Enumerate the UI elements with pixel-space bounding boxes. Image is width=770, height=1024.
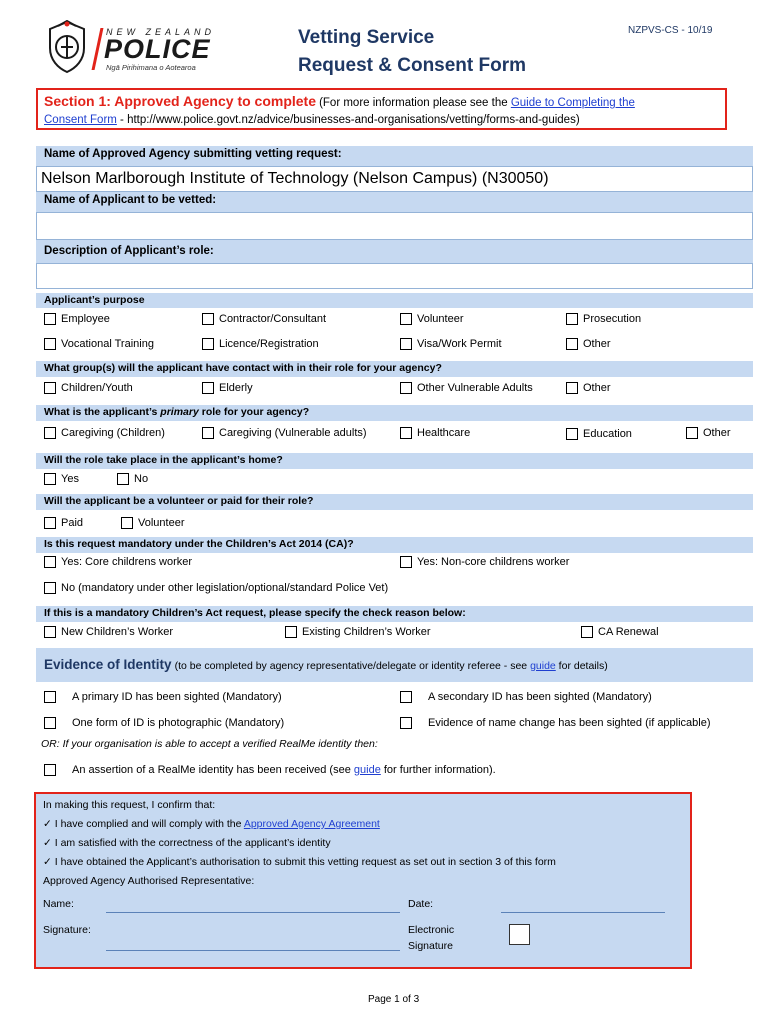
option-label: A secondary ID has been sighted (Mandatory) (428, 691, 652, 703)
option-label: Caregiving (Children) (61, 427, 165, 439)
checkbox[interactable] (44, 764, 56, 776)
home-yes[interactable] (44, 473, 79, 485)
checkbox[interactable] (44, 338, 56, 350)
checkbox[interactable] (44, 717, 56, 729)
option-label: Existing Children’s Worker (302, 626, 431, 638)
name-input-line[interactable] (106, 898, 400, 913)
purpose-prosecution[interactable] (566, 313, 641, 325)
checkbox[interactable] (566, 338, 578, 350)
checkbox[interactable] (400, 382, 412, 394)
evidence-note-pre: (to be completed by agency representative/delegate or identity referee - see (174, 660, 531, 672)
consent-form-link[interactable]: Consent Form (44, 114, 117, 126)
checkmark-icon: ✓ (43, 837, 52, 849)
checkbox[interactable] (202, 313, 214, 325)
realme-label (72, 764, 496, 776)
checkbox[interactable] (400, 427, 412, 439)
purpose-licence[interactable] (202, 338, 319, 350)
confirmation-box (34, 792, 692, 969)
role-caregiving-children[interactable] (44, 427, 165, 439)
option-label: Yes: Non-core childrens worker (417, 556, 570, 568)
role-label-bar (36, 240, 753, 264)
agency-name-value: Nelson Marlborough Institute of Technology (Nelson Campus) (N30050) (41, 170, 549, 187)
option-label: Yes (61, 473, 79, 485)
applicant-name-field[interactable] (36, 212, 753, 240)
confirm-line3 (43, 856, 556, 868)
applicant-label-bar (36, 192, 753, 212)
groups-label-bar (36, 361, 753, 377)
section1-box (36, 88, 727, 130)
option-label: Children/Youth (61, 382, 133, 394)
checkbox[interactable] (117, 473, 129, 485)
checkbox[interactable] (44, 382, 56, 394)
paid-label-bar (36, 494, 753, 510)
evidence-name-change[interactable] (400, 717, 711, 729)
mandatory-label: Is this request mandatory under the Children’s Act 2014 (CA)? (44, 538, 354, 550)
applicant-label: Name of Applicant to be vetted: (44, 194, 217, 206)
reason-renewal[interactable] (581, 626, 659, 638)
primary-role-label (44, 406, 309, 418)
agency-name-field[interactable] (36, 166, 753, 192)
role-education[interactable] (566, 428, 632, 440)
option-label: Education (583, 428, 632, 440)
checkbox[interactable] (121, 517, 133, 529)
confirm-line2-text: I am satisfied with the correctness of the applicant’s identity (54, 837, 331, 849)
checkbox[interactable] (202, 427, 214, 439)
checkbox[interactable] (44, 691, 56, 703)
primary-role-label-bar (36, 405, 753, 421)
checkbox[interactable] (44, 582, 56, 594)
option-label: Elderly (219, 382, 253, 394)
confirm-intro: In making this request, I confirm that: (43, 799, 216, 811)
primary-role-label-post: role for your agency? (198, 406, 310, 418)
option-label: CA Renewal (598, 626, 659, 638)
role-other[interactable] (686, 427, 731, 439)
logo-text-sub: Ngā Pirihimana o Aotearoa (106, 63, 196, 72)
mandatory-core[interactable] (44, 556, 192, 568)
section1-note-post: - http://www.police.govt.nz/advice/businesses-and-organisations/vetting/forms-and-guides) (116, 114, 580, 126)
police-logo (44, 20, 224, 74)
purpose-visa[interactable] (400, 338, 502, 350)
purpose-employee[interactable] (44, 313, 110, 325)
checkbox[interactable] (566, 313, 578, 325)
option-label: Yes: Core childrens worker (61, 556, 193, 568)
section1-note-pre: (For more information please see the (319, 97, 511, 109)
option-label: Other (583, 382, 611, 394)
checkbox[interactable] (44, 626, 56, 638)
agency-label: Name of Approved Agency submitting vetting request: (44, 148, 342, 160)
confirm-line1 (43, 818, 380, 830)
realme-or-text: OR: If your organisation is able to accept a verified RealMe identity then: (41, 738, 378, 750)
purpose-other[interactable] (566, 338, 611, 350)
paid-label: Will the applicant be a volunteer or paid for their role? (44, 495, 314, 507)
date-label: Date: (408, 898, 434, 910)
evidence-title: Evidence of Identity (44, 657, 172, 672)
signature-input-line[interactable] (106, 936, 400, 951)
confirm-line2 (43, 837, 331, 849)
mandatory-label-bar (36, 537, 753, 553)
logo-text-top: NEW ZEALAND (106, 27, 216, 37)
evidence-secondary-id[interactable] (400, 691, 652, 703)
check-reason-label-bar (36, 606, 753, 622)
option-label: Evidence of name change has been sighted (if applicable) (428, 717, 711, 729)
option-label: Licence/Registration (219, 338, 319, 350)
purpose-vocational[interactable] (44, 338, 154, 350)
option-label: Caregiving (Vulnerable adults) (219, 427, 367, 439)
purpose-volunteer[interactable] (400, 313, 463, 325)
option-label: Other (703, 427, 731, 439)
form-code: NZPVS-CS - 10/19 (628, 25, 713, 36)
realme-label-post: for further information). (380, 764, 496, 776)
purpose-contractor[interactable] (202, 313, 326, 325)
checkbox[interactable] (686, 427, 698, 439)
evidence-bar (36, 648, 753, 682)
option-label: New Children’s Worker (61, 626, 174, 638)
option-label: Employee (61, 313, 110, 325)
realme-guide-link[interactable]: guide (353, 764, 381, 776)
name-label: Name: (43, 898, 74, 910)
checkbox[interactable] (400, 556, 412, 568)
evidence-note-post: for details) (555, 660, 608, 672)
guide-link[interactable]: Guide to Completing the (510, 97, 635, 109)
confirm-line1-text: I have complied and will comply with the (54, 818, 244, 830)
group-elderly[interactable] (202, 382, 253, 394)
checkbox[interactable] (44, 427, 56, 439)
role-caregiving-adults[interactable] (202, 427, 367, 439)
checkbox[interactable] (285, 626, 297, 638)
option-label: Vocational Training (61, 338, 154, 350)
purpose-label-bar (36, 293, 753, 308)
primary-role-label-pre: What is the applicant’s (44, 406, 161, 418)
purpose-label: Applicant’s purpose (44, 294, 145, 306)
checkbox[interactable] (566, 428, 578, 440)
form-title-line1: Vetting Service (298, 27, 435, 48)
role-label: Description of Applicant’s role: (44, 245, 214, 257)
reason-new[interactable] (44, 626, 173, 638)
signature-label: Signature: (43, 924, 91, 936)
police-crest-icon (44, 20, 90, 74)
page-number: Page 1 of 3 (368, 994, 420, 1005)
checkmark-icon: ✓ (43, 856, 52, 868)
checkbox[interactable] (400, 338, 412, 350)
checkbox[interactable] (44, 313, 56, 325)
checkbox[interactable] (400, 313, 412, 325)
group-other[interactable] (566, 382, 611, 394)
checkbox[interactable] (202, 382, 214, 394)
evidence-photo-id[interactable] (44, 717, 284, 729)
logo-text-main: POLICE (104, 34, 211, 64)
mandatory-noncore[interactable] (400, 556, 569, 568)
realme-label-pre: An assertion of a RealMe identity has been received (see (72, 764, 354, 776)
logo-divider (92, 28, 104, 70)
mandatory-no[interactable] (44, 582, 388, 594)
checkbox[interactable] (44, 473, 56, 485)
option-label: Healthcare (417, 427, 471, 439)
checkbox[interactable] (202, 338, 214, 350)
evidence-realme[interactable] (44, 764, 496, 776)
option-label: No (134, 473, 149, 485)
option-label: No (mandatory under other legislation/optional/standard Police Vet) (61, 582, 389, 594)
checkbox[interactable] (400, 717, 412, 729)
checkbox[interactable] (566, 382, 578, 394)
group-vulnerable[interactable] (400, 382, 533, 394)
agency-label-bar (36, 146, 753, 166)
option-label: Prosecution (583, 313, 642, 325)
paid-paid[interactable] (44, 517, 83, 529)
evidence-guide-link[interactable]: guide (530, 660, 556, 672)
paid-volunteer[interactable] (121, 517, 184, 529)
check-reason-label: If this is a mandatory Children’s Act request, please specify the check reason below: (44, 607, 466, 619)
home-no[interactable] (117, 473, 148, 485)
checkbox[interactable] (44, 556, 56, 568)
reason-existing[interactable] (285, 626, 431, 638)
home-label: Will the role take place in the applicant’s home? (44, 454, 283, 466)
option-label: Paid (61, 517, 84, 529)
option-label: One form of ID is photographic (Mandatory) (72, 717, 285, 729)
primary-role-label-em: primary (160, 406, 199, 418)
checkbox[interactable] (581, 626, 593, 638)
option-label: Other Vulnerable Adults (417, 382, 533, 394)
electronic-signature-checkbox[interactable] (509, 924, 530, 945)
option-label: Contractor/Consultant (219, 313, 326, 325)
electronic-label-1: Electronic (408, 924, 455, 936)
checkmark-icon: ✓ (43, 818, 52, 830)
home-label-bar (36, 453, 753, 469)
form-title-line2: Request & Consent Form (298, 55, 527, 76)
date-input-line[interactable] (501, 898, 665, 913)
option-label: Visa/Work Permit (417, 338, 502, 350)
option-label: Volunteer (417, 313, 464, 325)
role-healthcare[interactable] (400, 427, 470, 439)
group-children[interactable] (44, 382, 133, 394)
evidence-primary-id[interactable] (44, 691, 282, 703)
electronic-label-2: Signature (408, 940, 453, 952)
option-label: Other (583, 338, 611, 350)
confirm-line3-text: I have obtained the Applicant’s authorisation to submit this vetting request as set out in section 3 of this form (54, 856, 556, 868)
role-description-field[interactable] (36, 263, 753, 289)
section1-heading: Section 1: Approved Agency to complete (44, 93, 317, 109)
checkbox[interactable] (44, 517, 56, 529)
groups-label: What group(s) will the applicant have contact with in their role for your agency? (44, 362, 442, 374)
option-label: A primary ID has been sighted (Mandatory) (72, 691, 282, 703)
option-label: Volunteer (138, 517, 185, 529)
checkbox[interactable] (400, 691, 412, 703)
agency-agreement-link[interactable]: Approved Agency Agreement (243, 818, 380, 830)
rep-label: Approved Agency Authorised Representative: (43, 875, 255, 887)
